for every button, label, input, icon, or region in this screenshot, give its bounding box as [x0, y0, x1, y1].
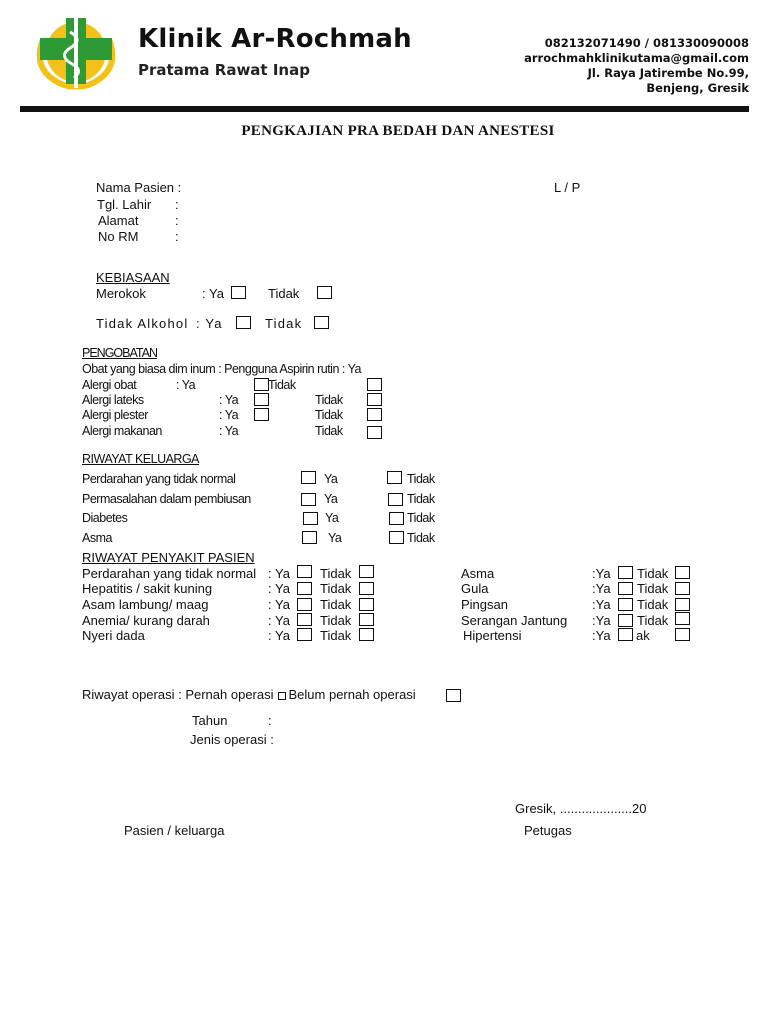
keluarga-pembiusan-tidak-checkbox[interactable] [388, 493, 403, 506]
penyakit-maag-ya-checkbox[interactable] [297, 598, 312, 611]
belum-operasi-label: Belum pernah operasi [288, 687, 416, 702]
keluarga-perdarahan-ya-label: Ya [324, 472, 338, 486]
penyakit-anemia-tidak-label: Tidak [320, 613, 352, 628]
penyakit-hepatitis-tidak-label: Tidak [320, 581, 352, 596]
clinic-address-line1: Jl. Raya Jatirembe No.99, [587, 66, 749, 80]
colon: : [175, 229, 179, 244]
penyakit-asma-label: Asma [461, 566, 495, 581]
alergi-lateks-tidak-label: Tidak [315, 393, 343, 407]
alergi-obat-label: Alergi obat [82, 378, 137, 392]
penyakit-maag-tidak-label: Tidak [320, 597, 352, 612]
place-date: Gresik, ....................20 [515, 801, 647, 816]
penyakit-jantung-tidak-label: Tidak [637, 613, 669, 628]
penyakit-hipertensi-ya-label: :Ya [592, 628, 611, 643]
belum-operasi-checkbox[interactable] [446, 689, 461, 702]
alkohol-ya-label: : Ya [196, 316, 223, 331]
clinic-phone: 082132071490 / 081330090008 [544, 36, 749, 50]
label-gender: L / P [554, 180, 581, 195]
clinic-address-line2: Benjeng, Gresik [646, 81, 749, 95]
keluarga-pembiusan-ya-label: Ya [324, 492, 338, 506]
clinic-subtitle: Pratama Rawat Inap [138, 61, 310, 79]
alergi-lateks-ya-checkbox[interactable] [254, 393, 269, 406]
label-alkohol: Tidak Alkohol [96, 316, 189, 331]
alergi-obat-tidak-checkbox[interactable] [367, 378, 382, 391]
penyakit-hipertensi-label: Hipertensi [463, 628, 522, 643]
penyakit-pingsan-ya-checkbox[interactable] [618, 598, 633, 611]
keluarga-perdarahan-label: Perdarahan yang tidak normal [82, 472, 236, 486]
tahun-label: Tahun [192, 713, 228, 728]
keluarga-pembiusan-ya-checkbox[interactable] [301, 493, 316, 506]
heading-pengobatan: PENGOBATAN [82, 346, 157, 360]
penyakit-gula-tidak-label: Tidak [637, 581, 669, 596]
label-merokok: Merokok [96, 286, 146, 301]
keluarga-diabetes-label: Diabetes [82, 511, 128, 525]
penyakit-hepatitis-label: Hepatitis / sakit kuning [82, 581, 213, 596]
penyakit-hipertensi-tidak-checkbox[interactable] [675, 628, 690, 641]
alergi-lateks-label: Alergi lateks [82, 393, 144, 407]
label-no-rm: No RM [98, 229, 139, 244]
label-alamat: Alamat [98, 213, 139, 228]
clinic-logo [32, 12, 120, 92]
alergi-makanan-tidak-checkbox[interactable] [367, 426, 382, 439]
penyakit-jantung-ya-checkbox[interactable] [618, 614, 633, 627]
penyakit-nyeri-dada-tidak-checkbox[interactable] [359, 628, 374, 641]
penyakit-anemia-ya-checkbox[interactable] [297, 613, 312, 626]
keluarga-asma-ya-label: Ya [328, 531, 342, 545]
alkohol-ya-checkbox[interactable] [236, 316, 251, 329]
penyakit-pingsan-label: Pingsan [461, 597, 508, 612]
label-nama-pasien: Nama Pasien : [96, 180, 182, 195]
clinic-name: Klinik Ar-Rochmah [138, 24, 412, 54]
riwayat-operasi-label: Riwayat operasi : Pernah operasi [82, 687, 274, 702]
penyakit-nyeri-dada-ya-label: : Ya [268, 628, 290, 643]
alergi-lateks-ya-label: : Ya [219, 393, 239, 407]
keluarga-perdarahan-tidak-label: Tidak [407, 472, 435, 486]
form-title: PENGKAJIAN PRA BEDAH DAN ANESTESI [241, 123, 555, 139]
heading-kebiasaan: KEBIASAAN [96, 270, 170, 285]
alergi-plester-ya-checkbox[interactable] [254, 408, 269, 421]
merokok-tidak-checkbox[interactable] [317, 286, 332, 299]
penyakit-nyeri-dada-ya-checkbox[interactable] [297, 628, 312, 641]
clinic-email: arrochmahklinikutama@gmail.com [524, 51, 749, 65]
penyakit-perdarahan-tidak-checkbox[interactable] [359, 565, 374, 578]
signature-pasien-label: Pasien / keluarga [124, 823, 225, 838]
penyakit-nyeri-dada-tidak-label: Tidak [320, 628, 352, 643]
alkohol-tidak-label: Tidak [265, 316, 303, 331]
alergi-makanan-ya-label: : Ya [219, 424, 239, 438]
signature-petugas-label: Petugas [524, 823, 572, 838]
alergi-obat-ya-checkbox[interactable] [254, 378, 269, 391]
colon: : [268, 713, 272, 728]
penyakit-gula-ya-label: :Ya [592, 581, 611, 596]
penyakit-anemia-label: Anemia/ kurang darah [82, 613, 210, 628]
heading-riwayat-penyakit: RIWAYAT PENYAKIT PASIEN [82, 550, 255, 565]
pernah-operasi-checkbox[interactable] [278, 692, 286, 700]
penyakit-perdarahan-label: Perdarahan yang tidak normal [82, 566, 257, 581]
penyakit-hepatitis-ya-label: : Ya [268, 581, 290, 596]
penyakit-anemia-tidak-checkbox[interactable] [359, 613, 374, 626]
keluarga-asma-tidak-checkbox[interactable] [389, 531, 404, 544]
alergi-plester-label: Alergi plester [82, 408, 148, 422]
penyakit-gula-label: Gula [461, 581, 489, 596]
jenis-operasi-label: Jenis operasi : [190, 732, 274, 747]
keluarga-diabetes-ya-label: Ya [325, 511, 339, 525]
penyakit-pingsan-tidak-label: Tidak [637, 597, 669, 612]
penyakit-hipertensi-ya-checkbox[interactable] [618, 628, 633, 641]
penyakit-pingsan-ya-label: :Ya [592, 597, 611, 612]
merokok-ya-label: : Ya [202, 286, 224, 301]
penyakit-asma-tidak-checkbox[interactable] [675, 566, 690, 579]
alergi-makanan-tidak-label: Tidak [315, 424, 343, 438]
penyakit-asma-ya-checkbox[interactable] [618, 566, 633, 579]
penyakit-perdarahan-ya-label: : Ya [268, 566, 290, 581]
penyakit-maag-ya-label: : Ya [268, 597, 290, 612]
colon: : [175, 197, 179, 212]
keluarga-asma-label: Asma [82, 531, 112, 545]
obat-aspirin-line: Obat yang biasa dim inum : Pengguna Aspirin rutin : Ya [82, 362, 361, 376]
keluarga-perdarahan-ya-checkbox[interactable] [301, 471, 316, 484]
penyakit-jantung-ya-label: :Ya [592, 613, 611, 628]
alergi-makanan-label: Alergi makanan [82, 424, 162, 438]
keluarga-diabetes-tidak-checkbox[interactable] [389, 512, 404, 525]
penyakit-maag-tidak-checkbox[interactable] [359, 598, 374, 611]
merokok-ya-checkbox[interactable] [231, 286, 246, 299]
keluarga-diabetes-tidak-label: Tidak [407, 511, 435, 525]
penyakit-perdarahan-ya-checkbox[interactable] [297, 565, 312, 578]
penyakit-asma-ya-label: :Ya [592, 566, 611, 581]
penyakit-nyeri-dada-label: Nyeri dada [82, 628, 145, 643]
penyakit-hepatitis-ya-checkbox[interactable] [297, 582, 312, 595]
header-divider [20, 106, 749, 112]
penyakit-hipertensi-tidak-label: ak [636, 628, 650, 643]
penyakit-gula-tidak-checkbox[interactable] [675, 582, 690, 595]
alergi-plester-tidak-label: Tidak [315, 408, 343, 422]
penyakit-jantung-tidak-checkbox[interactable] [675, 612, 690, 625]
penyakit-anemia-ya-label: : Ya [268, 613, 290, 628]
alergi-obat-ya-label: : Ya [176, 378, 196, 392]
alergi-lateks-tidak-checkbox[interactable] [367, 393, 382, 406]
colon: : [175, 213, 179, 228]
alergi-obat-tidak-label: Tidak [268, 378, 296, 392]
alergi-plester-ya-label: : Ya [219, 408, 239, 422]
penyakit-jantung-label: Serangan Jantung [461, 613, 568, 628]
keluarga-asma-ya-checkbox[interactable] [302, 531, 317, 544]
keluarga-pembiusan-tidak-label: Tidak [407, 492, 435, 506]
alkohol-tidak-checkbox[interactable] [314, 316, 329, 329]
label-tgl-lahir: Tgl. Lahir [97, 197, 152, 212]
merokok-tidak-label: Tidak [268, 286, 300, 301]
penyakit-asma-tidak-label: Tidak [637, 566, 669, 581]
penyakit-perdarahan-tidak-label: Tidak [320, 566, 352, 581]
penyakit-maag-label: Asam lambung/ maag [82, 597, 209, 612]
keluarga-perdarahan-tidak-checkbox[interactable] [387, 471, 402, 484]
keluarga-diabetes-ya-checkbox[interactable] [303, 512, 318, 525]
riwayat-operasi-line [82, 687, 416, 702]
keluarga-pembiusan-label: Permasalahan dalam pembiusan [82, 492, 251, 506]
penyakit-gula-ya-checkbox[interactable] [618, 582, 633, 595]
alergi-plester-tidak-checkbox[interactable] [367, 408, 382, 421]
keluarga-asma-tidak-label: Tidak [407, 531, 435, 545]
heading-riwayat-keluarga: RIWAYAT KELUARGA [82, 452, 200, 466]
penyakit-hepatitis-tidak-checkbox[interactable] [359, 582, 374, 595]
penyakit-pingsan-tidak-checkbox[interactable] [675, 598, 690, 611]
